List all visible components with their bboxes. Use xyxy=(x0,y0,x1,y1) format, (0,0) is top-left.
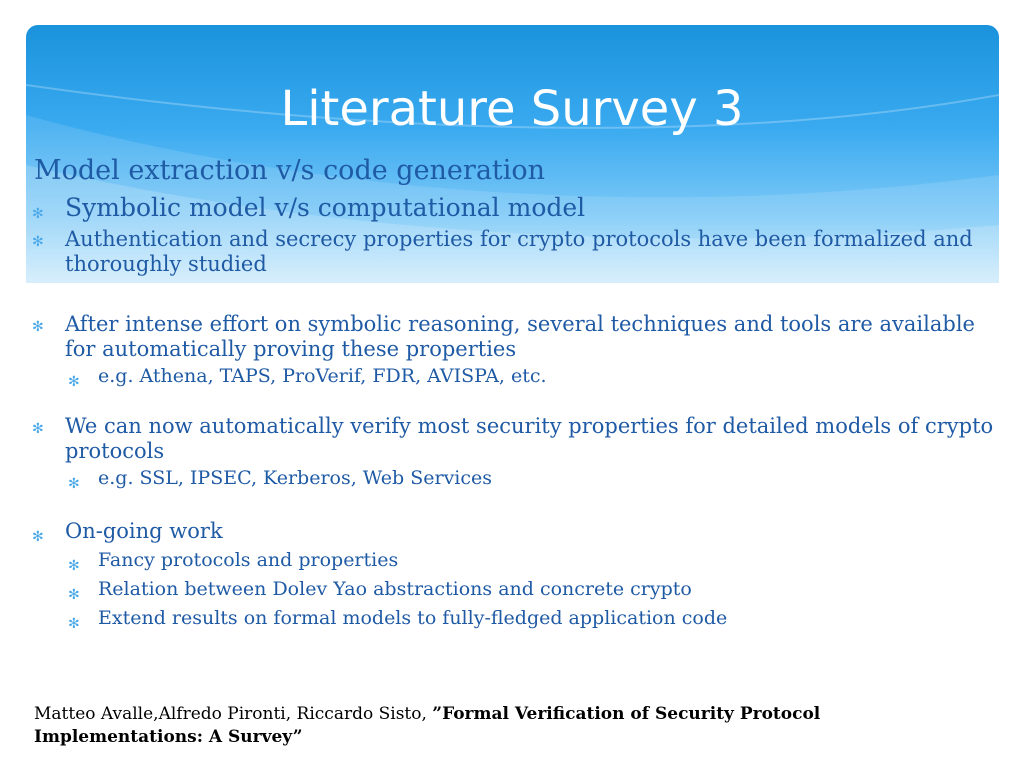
slide-subtitle: Model extraction v/s code generation xyxy=(34,155,546,186)
citation-title: ”Formal Verification of Security Protocol Implementations: A Survey” xyxy=(34,704,821,747)
bullet-text: Authentication and secrecy properties for crypto protocols have been formalized and thoroughly studied xyxy=(65,227,973,276)
spacer xyxy=(30,391,1000,414)
asterisk-bullet-icon: ✻ xyxy=(68,476,80,492)
asterisk-bullet-icon: ✻ xyxy=(32,319,44,335)
bullet-text: Symbolic model v/s computational model xyxy=(65,193,586,222)
bullet-text: After intense effort on symbolic reasoning, several techniques and tools are available for automatically proving these properties xyxy=(65,312,975,361)
sub-bullet-item xyxy=(30,575,1000,604)
asterisk-bullet-icon: ✻ xyxy=(32,234,44,250)
bullet-item xyxy=(30,312,1000,362)
bullet-text: We can now automatically verify most security properties for detailed models of crypto protocols xyxy=(65,414,994,463)
sub-bullet-item xyxy=(30,362,1000,391)
asterisk-bullet-icon: ✻ xyxy=(32,529,44,545)
sub-bullet-item xyxy=(30,604,1000,633)
sub-bullet-text: Relation between Dolev Yao abstractions and concrete crypto xyxy=(98,578,692,600)
sub-bullet-text: Extend results on formal models to fully-fledged application code xyxy=(98,607,728,629)
bullet-item xyxy=(30,516,1000,546)
bullet-item xyxy=(30,193,1000,223)
sub-bullet-item xyxy=(30,546,1000,575)
sub-bullet-text: e.g. SSL, IPSEC, Kerberos, Web Services xyxy=(98,467,493,489)
sub-bullet-text: e.g. Athena, TAPS, ProVerif, FDR, AVISPA, etc. xyxy=(98,365,547,387)
citation-authors: Matteo Avalle,Alfredo Pironti, Riccardo Sisto, xyxy=(34,704,433,724)
asterisk-bullet-icon: ✻ xyxy=(68,616,80,632)
bullet-item xyxy=(30,414,1000,464)
asterisk-bullet-icon: ✻ xyxy=(68,558,80,574)
asterisk-bullet-icon: ✻ xyxy=(68,587,80,603)
bullet-text: On-going work xyxy=(65,519,223,543)
asterisk-bullet-icon: ✻ xyxy=(32,421,44,437)
citation xyxy=(34,703,984,749)
bullet-list xyxy=(30,193,1000,633)
asterisk-bullet-icon: ✻ xyxy=(68,374,80,390)
sub-bullet-text: Fancy protocols and properties xyxy=(98,549,399,571)
sub-bullet-item xyxy=(30,464,1000,493)
slide-title: Literature Survey 3 xyxy=(280,81,744,137)
spacer xyxy=(30,277,1000,312)
spacer xyxy=(30,493,1000,516)
bullet-item xyxy=(30,227,1000,277)
asterisk-bullet-icon: ✻ xyxy=(32,206,44,222)
